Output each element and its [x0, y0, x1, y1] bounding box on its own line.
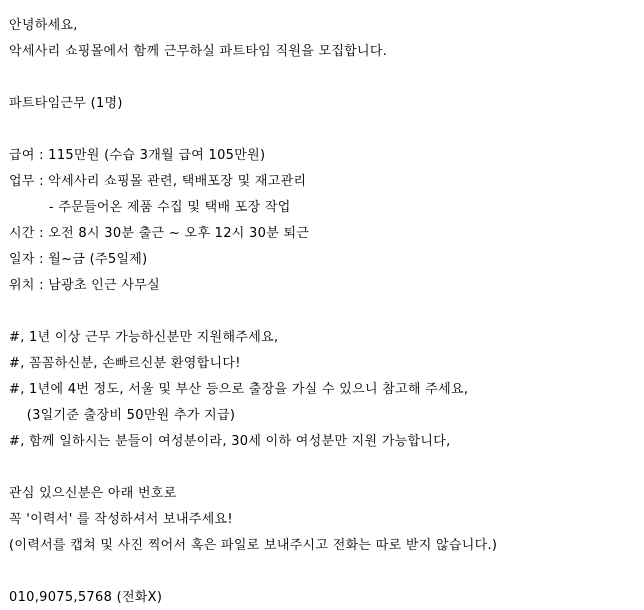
duties-line: 업무 : 악세사리 쇼핑몰 관련, 택배포장 및 재고관리: [9, 174, 307, 189]
note-traits-line: #, 꼼꼼하신분, 손빠르신분 환영합니다!: [9, 356, 241, 371]
location-line: 위치 : 남광초 인근 사무실: [9, 278, 160, 293]
contact-resume-line: 꼭 '이력서' 를 작성하셔서 보내주세요!: [9, 512, 233, 527]
note-tenure-line: #, 1년 이상 근무 가능하신분만 지원해주세요,: [9, 330, 279, 345]
duties-detail-line: - 주문들어온 제품 수집 및 택배 포장 작업: [9, 200, 291, 215]
blank-line: [9, 117, 638, 143]
contact-instructions-line: (이력서를 캡쳐 및 사진 찍어서 혹은 파일로 보내주시고 전화는 따로 받지 않습니다.): [9, 538, 498, 553]
blank-line: [9, 455, 638, 481]
blank-line: [9, 65, 638, 91]
days-line: 일자 : 월~금 (주5일제): [9, 252, 148, 267]
note-travel-allowance-line: (3일기준 출장비 50만원 추가 지급): [9, 408, 236, 423]
salary-line: 급여 : 115만원 (수습 3개월 급여 105만원): [9, 148, 266, 163]
phone-number: 010,9075,5768 (전화X): [9, 590, 163, 605]
position-title: 파트타임근무 (1명): [9, 96, 123, 111]
greeting-line: 안녕하세요,: [9, 18, 78, 33]
hours-line: 시간 : 오전 8시 30분 출근 ~ 오후 12시 30분 퇴근: [9, 226, 310, 241]
blank-line: [9, 559, 638, 585]
intro-line: 악세사리 쇼핑몰에서 함께 근무하실 파트타임 직원을 모집합니다.: [9, 44, 388, 59]
blank-line: [9, 299, 638, 325]
note-travel-line: #, 1년에 4번 정도, 서울 및 부산 등으로 출장을 가실 수 있으니 참고해 주세요,: [9, 382, 469, 397]
note-eligibility-line: #, 함께 일하시는 분들이 여성분이라, 30세 이하 여성분만 지원 가능합니다,: [9, 434, 451, 449]
contact-intro-line: 관심 있으신분은 아래 번호로: [9, 486, 177, 501]
